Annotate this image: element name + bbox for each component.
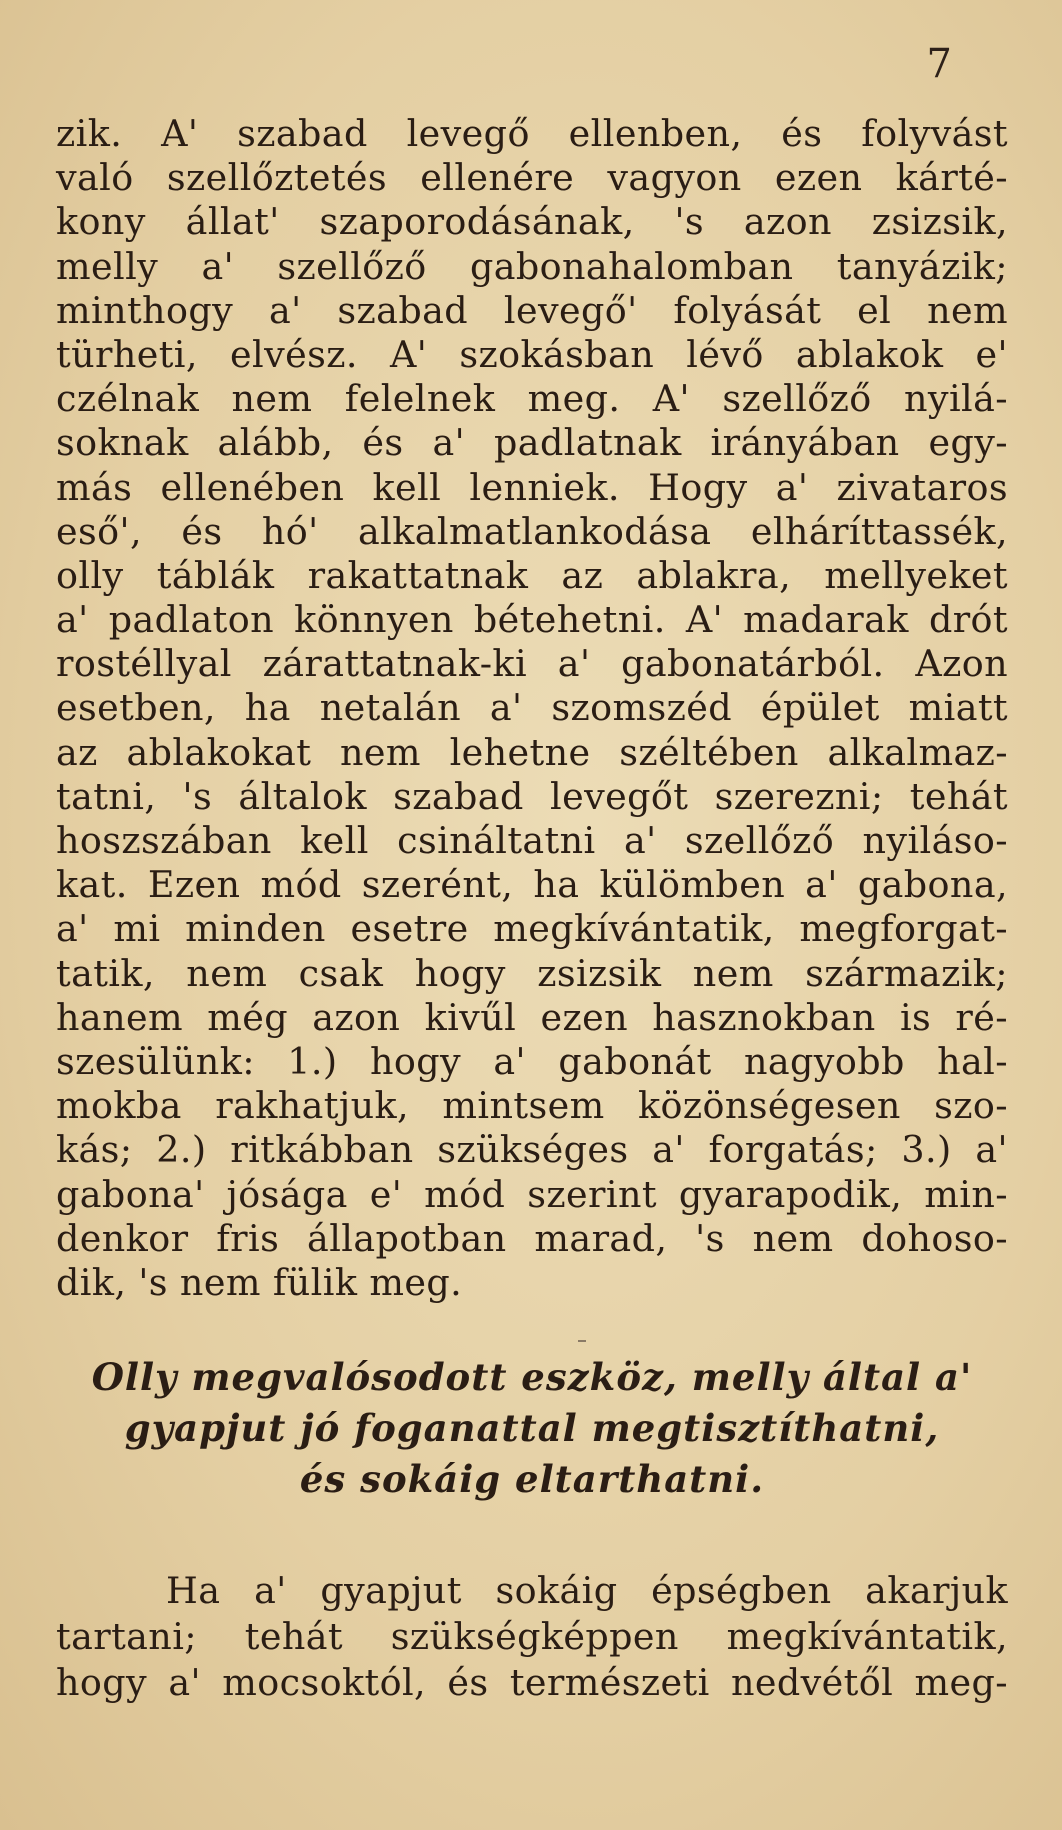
text-line: tartani; tehát szükségképpen megkívántatik, xyxy=(56,1615,1008,1658)
paragraph-2 xyxy=(56,1568,1008,1706)
text-line: tatik, nem csak hogy zsizsik nem származik; xyxy=(56,951,1008,995)
text-line: kony állat' szaporodásának, 's azon zsizsik, xyxy=(56,200,1008,244)
text-line: zik. A' szabad levegő ellenben, és folyvást xyxy=(56,112,1008,155)
text-line: dik, 's nem fülik meg. xyxy=(56,1260,463,1304)
section-heading xyxy=(56,1352,1008,1505)
text-line: Ha a' gyapjut sokáig épségben akarjuk xyxy=(166,1569,1008,1612)
text-line: hogy a' mocsoktól, és természeti nedvétől meg- xyxy=(56,1661,1008,1704)
text-line: denkor fris állapotban marad, 's nem dohoso- xyxy=(56,1216,1008,1260)
text-line: türheti, elvész. A' szokásban lévő ablakok e' xyxy=(56,332,1008,376)
heading-line: Olly megvalósodott eszköz, melly által a' xyxy=(91,1355,973,1399)
text-line: a' mi minden esetre megkívántatik, megforgat- xyxy=(56,907,1008,951)
text-line: hanem még azon kivűl ezen hasznokban is ré- xyxy=(56,995,1008,1039)
heading-line: gyapjut jó foganattal megtisztíthatni, xyxy=(124,1406,940,1450)
text-line: tatni, 's általok szabad levegőt szerezni; tehát xyxy=(56,774,1008,818)
heading-line: és sokáig eltarthatni. xyxy=(299,1457,765,1501)
text-line: hoszszában kell csináltatni a' szellőző nyiláso- xyxy=(56,819,1008,862)
text-line: minthogy a' szabad levegő' folyását el nem xyxy=(56,288,1008,332)
text-line: a' padlaton könnyen bétehetni. A' madarak drót xyxy=(56,598,1008,642)
text-line: szesülünk: 1.) hogy a' gabonát nagyobb hal- xyxy=(56,1039,1008,1083)
text-line: rostéllyal zárattatnak-ki a' gabonatárból. Azon xyxy=(56,642,1008,686)
text-line: más ellenében kell lenniek. Hogy a' zivataros xyxy=(56,465,1008,509)
text-line: mokba rakhatjuk, mintsem közönségesen szo- xyxy=(56,1084,1008,1128)
text-line: való szellőztetés ellenére vagyon ezen kárté- xyxy=(56,156,1008,200)
text-line: melly a' szellőző gabonahalomban tanyázik; xyxy=(56,244,1008,288)
text-line: kat. Ezen mód szerént, ha külömben a' gabona, xyxy=(56,863,1008,907)
text-line: kás; 2.) ritkábban szükséges a' forgatás; 3.) a' xyxy=(56,1128,1008,1172)
text-line: esetben, ha netalán a' szomszéd épület miatt xyxy=(56,686,1008,730)
text-line: olly táblák rakattatnak az ablakra, mellyeket xyxy=(56,553,1008,597)
stray-mark xyxy=(578,1340,586,1342)
text-line: czélnak nem felelnek meg. A' szellőző nyilá- xyxy=(56,377,1008,421)
text-line: eső', és hó' alkalmatlankodása elháríttassék, xyxy=(56,509,1008,553)
text-line: soknak alább, és a' padlatnak irányában egy- xyxy=(56,421,1008,465)
text-line: az ablakokat nem lehetne széltében alkalmaz- xyxy=(56,730,1008,774)
page-number: 7 xyxy=(926,41,952,87)
text-line: gabona' jósága e' mód szerint gyarapodik, min- xyxy=(56,1172,1008,1216)
paragraph-1 xyxy=(56,112,1008,1305)
